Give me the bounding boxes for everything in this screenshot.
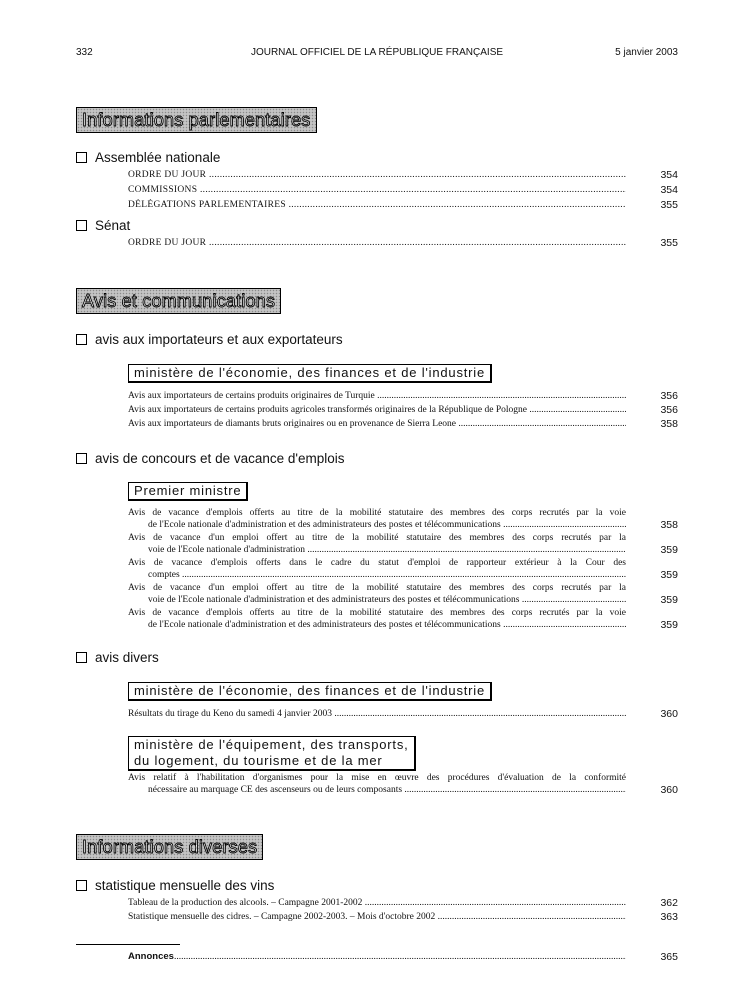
section-title: statistique mensuelle des vins: [95, 878, 275, 893]
toc-entry[interactable]: [128, 532, 678, 556]
toc-entry-label: [128, 951, 626, 963]
toc-entry-label: Avis relatif à l'habilitation d'organismes pour la mise en œuvre des procédures d'évaluation de la conformité: [128, 773, 626, 783]
banner-avis-et-communications: Avis et communications: [76, 288, 281, 314]
toc-entry-label: ORDRE DU JOUR .....: [128, 169, 626, 181]
toc-entry[interactable]: [128, 390, 678, 402]
ministry-heading: ministère de l'économie, des finances et de l'industrie: [128, 364, 492, 383]
toc-entry[interactable]: [128, 507, 678, 531]
checkbox-square-icon: [76, 652, 87, 663]
toc-entry-annonces[interactable]: [128, 951, 678, 963]
journal-title: JOURNAL OFFICIEL DE LA RÉPUBLIQUE FRANÇAISE: [250, 47, 504, 58]
toc-page-number: 362: [660, 897, 678, 909]
section-senat: [76, 218, 130, 233]
toc-entry-label: DÉLÉGATIONS PARLEMENTAIRES .....: [128, 199, 626, 211]
section-title: Assemblée nationale: [95, 150, 221, 165]
toc-entry[interactable]: [128, 184, 678, 196]
toc-entry-label: ORDRE DU JOUR .....: [128, 237, 626, 249]
toc-entry-label: Avis de vacance d'emplois offerts au titre de la mobilité statutaire des membres des corps recrutés par la voie: [128, 508, 626, 518]
checkbox-square-icon: [76, 220, 87, 231]
toc-entry-label: Statistique mensuelle des cidres. – Campagne 2002-2003. – Mois d'octobre 2002 .....: [128, 911, 626, 923]
toc-entry[interactable]: [128, 582, 678, 606]
section-avis-divers: [76, 650, 159, 665]
toc-entry-label: Avis de vacance d'emplois offerts dans le cadre du statut d'emploi de rapporteur extérieur à la Cour des: [128, 558, 626, 568]
toc-entry[interactable]: [128, 911, 678, 923]
toc-entry-label: Avis de vacance d'un emploi offert au titre de la mobilité statutaire des membres des corps recrutés par la: [128, 533, 626, 543]
ministry-heading-line: du logement, du tourisme et de la mer: [134, 753, 383, 768]
toc-entry[interactable]: [128, 169, 678, 181]
section-title: avis divers: [95, 650, 159, 665]
toc-entry-label: COMMISSIONS .....: [128, 184, 626, 196]
section-statistique-vins: [76, 878, 274, 893]
toc-entry-label-continued: voie de l'Ecole nationale d'administration .....: [148, 544, 626, 556]
toc-entry[interactable]: [128, 418, 678, 430]
toc-entry[interactable]: [128, 237, 678, 249]
ministry-heading: Premier ministre: [128, 482, 248, 501]
section-title: Sénat: [95, 218, 131, 233]
page-number: 332: [76, 47, 93, 58]
banner-informations-diverses: Informations diverses: [76, 834, 263, 860]
checkbox-square-icon: [76, 453, 87, 464]
checkbox-square-icon: [76, 880, 87, 891]
page-header: [76, 47, 678, 61]
toc-entry-label: Tableau de la production des alcools. – Campagne 2001-2002 .....: [128, 897, 626, 909]
toc-entry[interactable]: [128, 772, 678, 796]
checkbox-square-icon: [76, 334, 87, 345]
ministry-heading-line: ministère de l'équipement, des transports,: [134, 737, 409, 752]
toc-entry[interactable]: [128, 199, 678, 211]
toc-entry-label: Avis de vacance d'un emploi offert au titre de la mobilité statutaire des membres des corps recrutés par la: [128, 583, 626, 593]
toc-page-number: 359: [660, 594, 678, 606]
section-title: avis de concours et de vacance d'emplois: [95, 451, 345, 466]
toc-page-number: 355: [660, 199, 678, 211]
toc-page-number: 363: [660, 911, 678, 923]
footer-rule: [76, 944, 180, 945]
toc-page-number: 360: [660, 708, 678, 720]
toc-page-number: 356: [660, 404, 678, 416]
toc-entry-label: Résultats du tirage du Keno du samedi 4 janvier 2003 .....: [128, 708, 626, 720]
toc-entry[interactable]: [128, 897, 678, 909]
toc-entry[interactable]: [128, 708, 678, 720]
toc-entry-label-continued: voie de l'Ecole nationale d'administration et des administrateurs des postes et télécommunications .....: [148, 594, 626, 606]
section-assemblee-nationale: [76, 150, 220, 165]
toc-entry-label-continued: de l'Ecole nationale d'administration et des administrateurs des postes et télécommunications .....: [148, 519, 626, 531]
toc-page-number: 359: [660, 544, 678, 556]
toc-page-number: 359: [660, 619, 678, 631]
annonces-label: Annonces: [128, 951, 174, 962]
issue-date: 5 janvier 2003: [615, 47, 678, 58]
toc-page-number: 354: [660, 184, 678, 196]
toc-page-number: 359: [660, 569, 678, 581]
ministry-heading: ministère de l'économie, des finances et de l'industrie: [128, 682, 492, 701]
banner-informations-parlementaires: Informations parlementaires: [76, 107, 317, 133]
toc-entry[interactable]: [128, 607, 678, 631]
toc-page-number: 360: [660, 784, 678, 796]
toc-page-number: 358: [660, 418, 678, 430]
toc-entry-label: Avis de vacance d'emplois offerts au titre de la mobilité statutaire des membres des corps recrutés par la voie: [128, 608, 626, 618]
toc-entry-label-continued: de l'Ecole nationale d'administration et des administrateurs des postes et télécommunications .....: [148, 619, 626, 631]
checkbox-square-icon: [76, 152, 87, 163]
ministry-heading: [128, 736, 416, 771]
toc-entry-label: Avis aux importateurs de certains produits originaires de Turquie .....: [128, 390, 626, 402]
toc-page-number: 354: [660, 169, 678, 181]
toc-entry-label-continued: nécessaire au marquage CE des ascenseurs ou de leurs composants .....: [148, 784, 626, 796]
toc-page-number: 355: [660, 237, 678, 249]
toc-entry[interactable]: [128, 404, 678, 416]
section-title: avis aux importateurs et aux exportateurs: [95, 332, 343, 347]
toc-entry-label: Avis aux importateurs de diamants bruts originaires ou en provenance de Sierra Leone .....: [128, 418, 626, 430]
toc-page-number: 365: [660, 951, 678, 963]
toc-entry-label-continued: comptes .....: [148, 569, 626, 581]
toc-page-number: 358: [660, 519, 678, 531]
section-avis-importateurs: [76, 332, 343, 347]
toc-entry[interactable]: [128, 557, 678, 581]
section-avis-concours: [76, 451, 344, 466]
toc-page-number: 356: [660, 390, 678, 402]
toc-entry-label: Avis aux importateurs de certains produits agricoles transformés originaires de la République de Pologne .....: [128, 404, 626, 416]
